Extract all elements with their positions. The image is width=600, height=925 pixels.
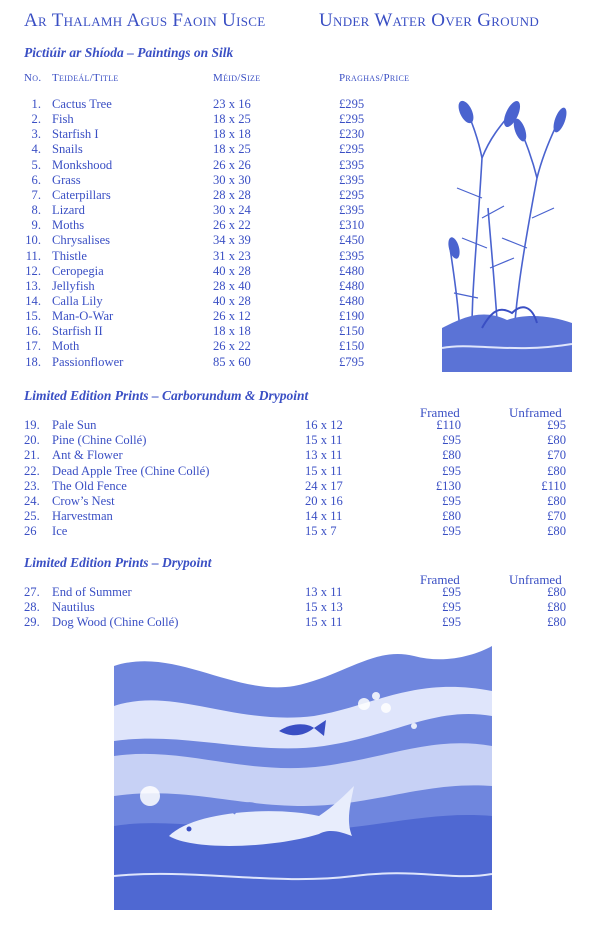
- item-title: Moths: [52, 218, 85, 233]
- item-size: 26 x 22: [213, 339, 251, 354]
- item-size: 34 x 39: [213, 233, 251, 248]
- item-price: £230: [339, 127, 365, 142]
- reeds-artwork-image: [442, 98, 572, 372]
- item-title: Ceropegia: [52, 263, 104, 278]
- item-price-unframed: £80: [547, 494, 566, 508]
- item-title: Caterpillars: [52, 187, 111, 202]
- item-number: 18.: [25, 354, 41, 369]
- item-number: 7.: [31, 187, 41, 202]
- item-size: 13 x 11: [305, 585, 343, 599]
- item-title: Ant & Flower: [52, 448, 123, 463]
- item-size: 30 x 30: [213, 172, 251, 187]
- item-price: £450: [339, 233, 365, 248]
- item-number: 13.: [25, 278, 41, 293]
- item-size: 40 x 28: [213, 263, 251, 278]
- item-title: Passionflower: [52, 354, 124, 369]
- item-price: £480: [339, 263, 365, 278]
- item-price: £395: [339, 172, 365, 187]
- item-price: £395: [339, 248, 365, 263]
- carborundum-list-item: [0, 509, 600, 524]
- item-price: £295: [339, 112, 365, 127]
- item-size: 18 x 18: [213, 127, 251, 142]
- item-price: £395: [339, 203, 365, 218]
- item-price: £480: [339, 278, 365, 293]
- item-number: 4.: [31, 142, 41, 157]
- item-price: £150: [339, 324, 365, 339]
- item-size: 18 x 18: [213, 324, 251, 339]
- item-title: Pale Sun: [52, 418, 97, 432]
- item-size: 20 x 16: [305, 494, 343, 508]
- item-title: The Old Fence: [52, 478, 127, 493]
- drypoint-list-item: [0, 600, 600, 615]
- item-price-framed: £95: [442, 615, 461, 630]
- item-price-framed: £130: [435, 478, 461, 493]
- item-number: 2.: [31, 112, 41, 127]
- item-number: 5.: [31, 157, 41, 172]
- item-price: £295: [339, 97, 365, 111]
- item-title: Man-O-War: [52, 309, 114, 324]
- item-size: 28 x 28: [213, 187, 251, 202]
- item-number: 23.: [24, 478, 40, 493]
- drypoint-list-item: [0, 615, 600, 630]
- carborundum-list-item: [0, 433, 600, 448]
- item-title: Thistle: [52, 248, 87, 263]
- item-number: 21.: [24, 448, 40, 463]
- item-price: £795: [339, 354, 365, 369]
- item-title: Dead Apple Tree (Chine Collé): [52, 463, 210, 478]
- item-price: £310: [339, 218, 365, 233]
- item-price-framed: £95: [442, 524, 461, 539]
- item-number: 17.: [25, 339, 41, 354]
- item-title: Monkshood: [52, 157, 113, 172]
- item-title: Grass: [52, 172, 81, 187]
- item-title: Harvestman: [52, 509, 113, 524]
- item-number: 3.: [31, 127, 41, 142]
- drypoint-list-item: [0, 585, 600, 600]
- item-price: £295: [339, 187, 365, 202]
- item-title: Crow’s Nest: [52, 494, 115, 508]
- carborundum-list-item: [0, 479, 600, 494]
- item-price-framed: £95: [442, 585, 461, 599]
- col-head-title: Teideál/Title: [52, 72, 119, 84]
- item-size: 15 x 7: [305, 524, 337, 539]
- item-size: 15 x 13: [305, 600, 343, 615]
- item-price: £480: [339, 293, 365, 308]
- item-price-unframed: £80: [547, 585, 566, 599]
- item-size: 14 x 11: [305, 509, 343, 524]
- carborundum-unframed-header: Unframed: [509, 405, 562, 420]
- item-price-unframed: £110: [541, 478, 566, 493]
- item-title: Pine (Chine Collé): [52, 433, 147, 448]
- item-size: 40 x 28: [213, 293, 251, 308]
- carborundum-list-item: [0, 494, 600, 509]
- item-number: 9.: [31, 218, 41, 233]
- item-size: 85 x 60: [213, 354, 251, 369]
- item-number: 25.: [24, 509, 40, 524]
- item-size: 26 x 22: [213, 218, 251, 233]
- drypoint-unframed-header: Unframed: [509, 572, 562, 587]
- item-number: 24.: [24, 494, 40, 508]
- item-title: Chrysalises: [52, 233, 111, 248]
- item-size: 18 x 25: [213, 112, 251, 127]
- item-price: £150: [339, 339, 365, 354]
- item-size: 31 x 23: [213, 248, 251, 263]
- item-size: 15 x 11: [305, 463, 343, 478]
- drypoint-section-heading: Limited Edition Prints – Drypoint: [24, 555, 212, 570]
- item-size: 26 x 12: [213, 309, 251, 324]
- item-number: 10.: [25, 233, 41, 248]
- item-price-unframed: £80: [547, 524, 566, 539]
- carborundum-section-heading: Limited Edition Prints – Carborundum & Drypoint: [24, 388, 309, 403]
- item-price-framed: £95: [442, 463, 461, 478]
- title-english: Under Water Over Ground: [319, 10, 540, 31]
- item-number: 26: [24, 524, 37, 539]
- fish-artwork-image: [114, 636, 492, 910]
- item-size: 15 x 11: [305, 615, 343, 630]
- item-title: Dog Wood (Chine Collé): [52, 615, 179, 630]
- item-size: 24 x 17: [305, 478, 343, 493]
- item-price-framed: £95: [442, 600, 461, 615]
- item-number: 1.: [31, 97, 41, 111]
- item-price: £395: [339, 157, 365, 172]
- item-number: 11.: [25, 248, 41, 263]
- item-number: 8.: [31, 203, 41, 218]
- item-title: Nautilus: [52, 600, 95, 615]
- carborundum-list-item: [0, 418, 600, 433]
- item-title: Ice: [52, 524, 68, 539]
- item-title: Snails: [52, 142, 83, 157]
- drypoint-framed-header: Framed: [420, 572, 460, 587]
- item-price-unframed: £80: [547, 600, 566, 615]
- item-price-framed: £80: [442, 509, 461, 524]
- item-title: Lizard: [52, 203, 85, 218]
- item-size: 26 x 26: [213, 157, 251, 172]
- item-number: 15.: [25, 309, 41, 324]
- item-price-framed: £80: [442, 448, 461, 463]
- item-title: End of Summer: [52, 585, 132, 599]
- title-irish: Ar Thalamh Agus Faoin Uisce: [24, 10, 266, 31]
- item-price: £190: [339, 309, 365, 324]
- item-price-unframed: £80: [547, 615, 566, 630]
- item-size: 23 x 16: [213, 97, 251, 111]
- item-size: 28 x 40: [213, 278, 251, 293]
- item-number: 12.: [25, 263, 41, 278]
- item-number: 20.: [24, 433, 40, 448]
- carborundum-framed-header: Framed: [420, 405, 460, 420]
- item-title: Cactus Tree: [52, 97, 112, 111]
- item-number: 6.: [31, 172, 41, 187]
- item-size: 18 x 25: [213, 142, 251, 157]
- col-head-size: Méid/Size: [213, 72, 261, 84]
- item-price-framed: £110: [436, 418, 461, 432]
- item-price-framed: £95: [442, 494, 461, 508]
- item-title: Jellyfish: [52, 278, 95, 293]
- item-title: Moth: [52, 339, 80, 354]
- item-size: 16 x 12: [305, 418, 343, 432]
- item-number: 27.: [24, 585, 40, 599]
- item-price-unframed: £70: [547, 509, 566, 524]
- item-number: 14.: [25, 293, 41, 308]
- carborundum-list-item: [0, 524, 600, 539]
- item-number: 22.: [24, 463, 40, 478]
- col-head-no: No.: [24, 72, 42, 84]
- item-title: Starfish II: [52, 324, 103, 339]
- silk-section-heading: Pictiúir ar Shíoda – Paintings on Silk: [24, 45, 234, 60]
- item-number: 19.: [24, 418, 40, 432]
- item-price-unframed: £70: [547, 448, 566, 463]
- item-number: 29.: [24, 615, 40, 630]
- item-title: Starfish I: [52, 127, 99, 142]
- carborundum-list-item: [0, 448, 600, 463]
- item-price-unframed: £95: [547, 418, 566, 432]
- item-price-unframed: £80: [547, 463, 566, 478]
- item-title: Calla Lily: [52, 293, 103, 308]
- item-number: 28.: [24, 600, 40, 615]
- item-price-framed: £95: [442, 433, 461, 448]
- item-size: 13 x 11: [305, 448, 343, 463]
- item-title: Fish: [52, 112, 74, 127]
- item-price: £295: [339, 142, 365, 157]
- item-size: 30 x 24: [213, 203, 251, 218]
- item-price-unframed: £80: [547, 433, 566, 448]
- item-size: 15 x 11: [305, 433, 343, 448]
- item-number: 16.: [25, 324, 41, 339]
- col-head-price: Praghas/Price: [339, 72, 410, 84]
- carborundum-list-item: [0, 464, 600, 479]
